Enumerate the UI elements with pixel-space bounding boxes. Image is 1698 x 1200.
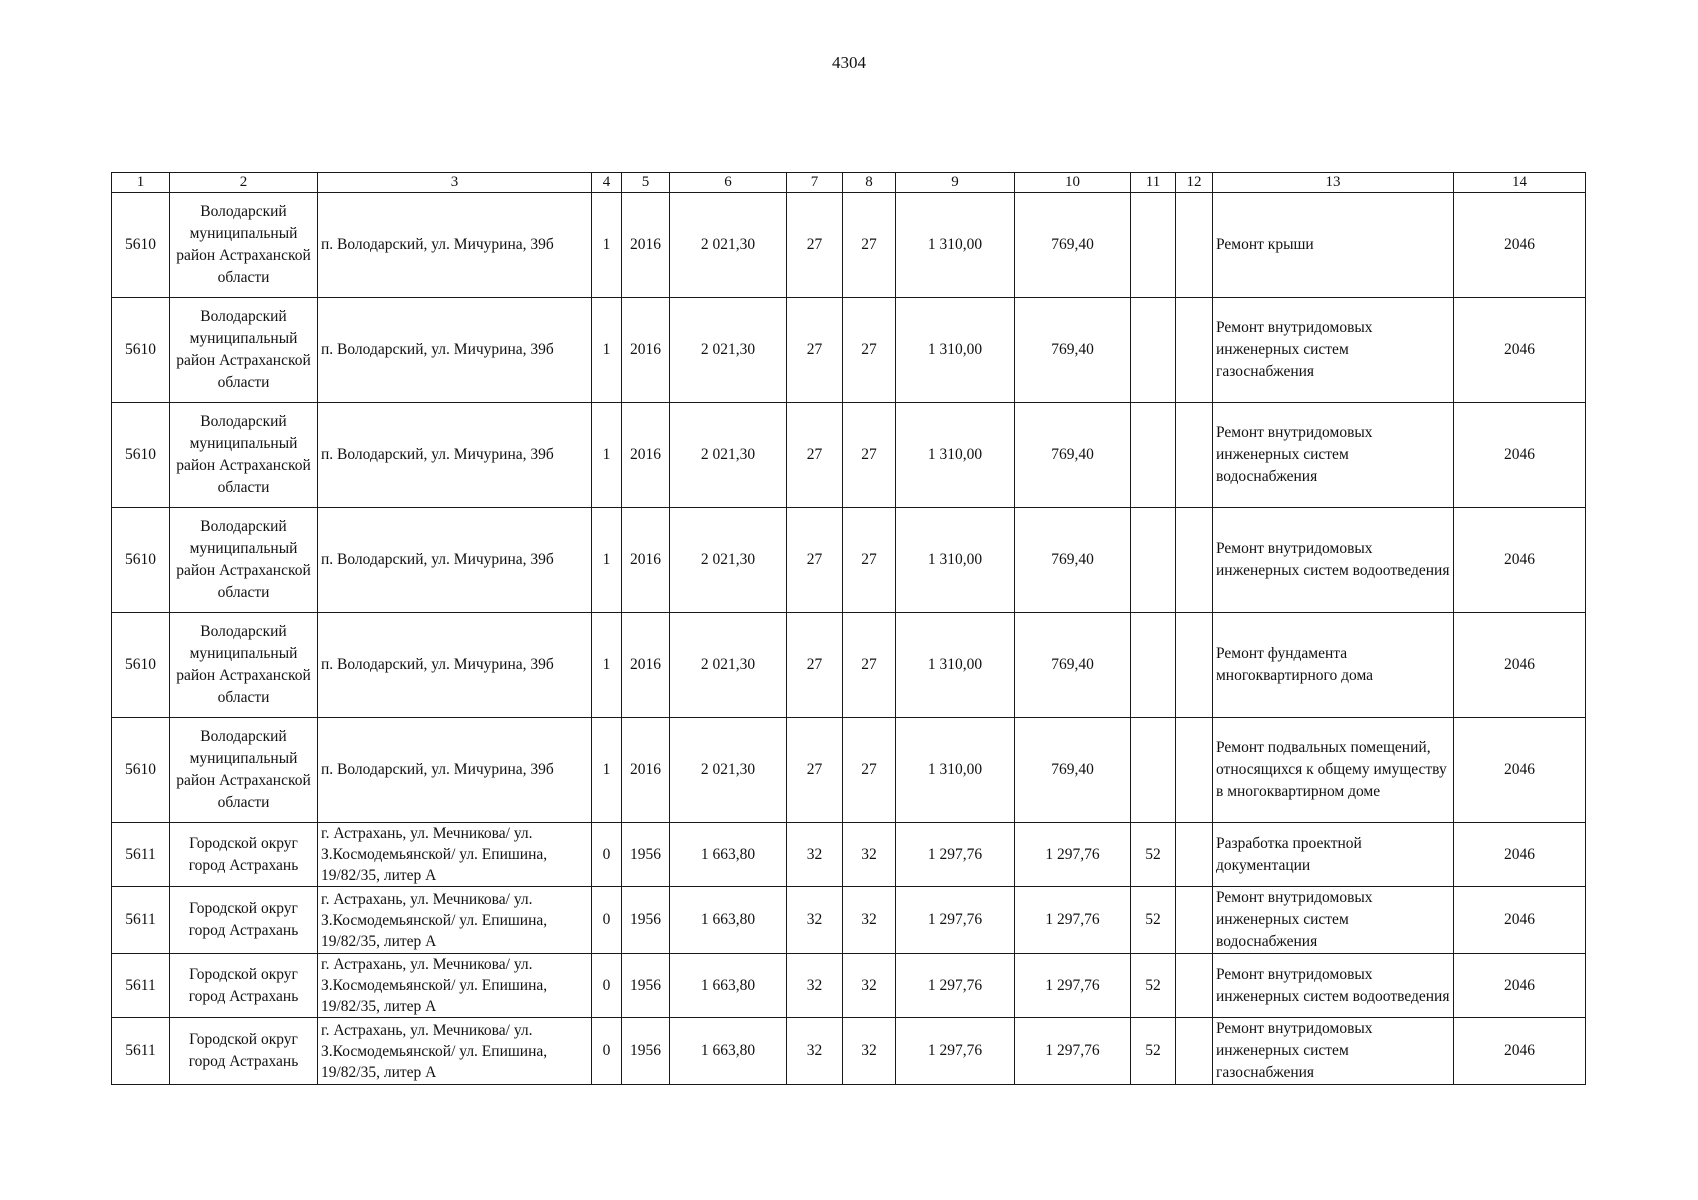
column-number: 14	[1454, 173, 1586, 193]
table-row	[112, 403, 1586, 508]
col-8-value-cell: 27	[843, 298, 896, 403]
work-type-cell: Ремонт фундамента многоквартирного дома	[1213, 613, 1454, 718]
col-11-value-cell	[1131, 298, 1176, 403]
work-type-cell: Разработка проектной документации	[1213, 823, 1454, 887]
work-type-cell: Ремонт крыши	[1213, 193, 1454, 298]
municipality-cell: Володарский муниципальный район Астраханской области	[170, 298, 318, 403]
col-7-value-cell: 32	[787, 887, 843, 954]
address-cell: п. Володарский, ул. Мичурина, 39б	[318, 613, 592, 718]
work-type-cell: Ремонт внутридомовых инженерных систем водоснабжения	[1213, 887, 1454, 954]
row-number-cell: 5611	[112, 954, 170, 1018]
col-8-value-cell: 27	[843, 718, 896, 823]
col-10-value-cell: 769,40	[1015, 298, 1131, 403]
table-row	[112, 508, 1586, 613]
col-7-value-cell: 27	[787, 508, 843, 613]
col-4-value-cell: 1	[592, 193, 622, 298]
municipality-cell: Володарский муниципальный район Астраханской области	[170, 718, 318, 823]
area-cell: 1 663,80	[670, 954, 787, 1018]
register-table	[111, 172, 1586, 1085]
col-8-value-cell: 32	[843, 1018, 896, 1085]
year-cell: 2016	[622, 298, 670, 403]
col-10-value-cell: 769,40	[1015, 403, 1131, 508]
row-number-cell: 5610	[112, 193, 170, 298]
year-cell: 2016	[622, 613, 670, 718]
address-cell: г. Астрахань, ул. Мечникова/ ул. З.Космодемьянской/ ул. Епишина, 19/82/35, литер А	[318, 823, 592, 887]
year-cell: 1956	[622, 823, 670, 887]
row-number-cell: 5610	[112, 613, 170, 718]
col-12-value-cell	[1176, 613, 1213, 718]
column-number-row	[112, 173, 1586, 193]
work-type-cell: Ремонт внутридомовых инженерных систем газоснабжения	[1213, 1018, 1454, 1085]
col-7-value-cell: 27	[787, 403, 843, 508]
col-9-value-cell: 1 297,76	[896, 887, 1015, 954]
col-4-value-cell: 1	[592, 403, 622, 508]
col-10-value-cell: 1 297,76	[1015, 1018, 1131, 1085]
work-type-cell: Ремонт внутридомовых инженерных систем водоотведения	[1213, 508, 1454, 613]
col-11-value-cell: 52	[1131, 887, 1176, 954]
column-number: 8	[843, 173, 896, 193]
col-8-value-cell: 27	[843, 193, 896, 298]
column-number: 1	[112, 173, 170, 193]
area-cell: 1 663,80	[670, 887, 787, 954]
col-10-value-cell: 1 297,76	[1015, 954, 1131, 1018]
table-row	[112, 718, 1586, 823]
col-10-value-cell: 769,40	[1015, 613, 1131, 718]
col-10-value-cell: 1 297,76	[1015, 887, 1131, 954]
address-cell: п. Володарский, ул. Мичурина, 39б	[318, 718, 592, 823]
work-type-cell: Ремонт внутридомовых инженерных систем водоотведения	[1213, 954, 1454, 1018]
address-cell: г. Астрахань, ул. Мечникова/ ул. З.Космодемьянской/ ул. Епишина, 19/82/35, литер А	[318, 887, 592, 954]
table-row	[112, 193, 1586, 298]
year-cell: 2016	[622, 718, 670, 823]
col-9-value-cell: 1 310,00	[896, 403, 1015, 508]
year-cell: 2016	[622, 193, 670, 298]
municipality-cell: Городской округ город Астрахань	[170, 823, 318, 887]
col-9-value-cell: 1 310,00	[896, 613, 1015, 718]
plan-year-cell: 2046	[1454, 823, 1586, 887]
col-11-value-cell	[1131, 403, 1176, 508]
col-12-value-cell	[1176, 193, 1213, 298]
table-row	[112, 887, 1586, 954]
col-9-value-cell: 1 297,76	[896, 954, 1015, 1018]
col-9-value-cell: 1 310,00	[896, 718, 1015, 823]
col-11-value-cell	[1131, 193, 1176, 298]
col-7-value-cell: 32	[787, 1018, 843, 1085]
col-8-value-cell: 32	[843, 954, 896, 1018]
col-8-value-cell: 27	[843, 403, 896, 508]
col-10-value-cell: 769,40	[1015, 718, 1131, 823]
col-4-value-cell: 1	[592, 718, 622, 823]
area-cell: 2 021,30	[670, 193, 787, 298]
municipality-cell: Володарский муниципальный район Астраханской области	[170, 508, 318, 613]
year-cell: 1956	[622, 954, 670, 1018]
col-10-value-cell: 769,40	[1015, 508, 1131, 613]
col-9-value-cell: 1 310,00	[896, 193, 1015, 298]
col-11-value-cell	[1131, 718, 1176, 823]
col-4-value-cell: 0	[592, 1018, 622, 1085]
area-cell: 1 663,80	[670, 1018, 787, 1085]
column-number: 5	[622, 173, 670, 193]
address-cell: г. Астрахань, ул. Мечникова/ ул. З.Космодемьянской/ ул. Епишина, 19/82/35, литер А	[318, 954, 592, 1018]
area-cell: 2 021,30	[670, 403, 787, 508]
col-4-value-cell: 0	[592, 823, 622, 887]
col-10-value-cell: 769,40	[1015, 193, 1131, 298]
column-number: 6	[670, 173, 787, 193]
col-12-value-cell	[1176, 718, 1213, 823]
table-row	[112, 1018, 1586, 1085]
plan-year-cell: 2046	[1454, 403, 1586, 508]
col-11-value-cell	[1131, 613, 1176, 718]
address-cell: г. Астрахань, ул. Мечникова/ ул. З.Космодемьянской/ ул. Епишина, 19/82/35, литер А	[318, 1018, 592, 1085]
col-7-value-cell: 32	[787, 954, 843, 1018]
page-number: 4304	[832, 53, 866, 72]
col-9-value-cell: 1 310,00	[896, 508, 1015, 613]
work-type-cell: Ремонт внутридомовых инженерных систем газоснабжения	[1213, 298, 1454, 403]
col-8-value-cell: 32	[843, 887, 896, 954]
column-number: 12	[1176, 173, 1213, 193]
plan-year-cell: 2046	[1454, 718, 1586, 823]
col-12-value-cell	[1176, 823, 1213, 887]
col-12-value-cell	[1176, 508, 1213, 613]
table-row	[112, 613, 1586, 718]
col-12-value-cell	[1176, 887, 1213, 954]
area-cell: 2 021,30	[670, 718, 787, 823]
col-10-value-cell: 1 297,76	[1015, 823, 1131, 887]
col-8-value-cell: 27	[843, 508, 896, 613]
col-11-value-cell: 52	[1131, 1018, 1176, 1085]
municipality-cell: Городской округ город Астрахань	[170, 954, 318, 1018]
col-8-value-cell: 32	[843, 823, 896, 887]
municipality-cell: Городской округ город Астрахань	[170, 1018, 318, 1085]
col-7-value-cell: 27	[787, 298, 843, 403]
col-4-value-cell: 1	[592, 508, 622, 613]
address-cell: п. Володарский, ул. Мичурина, 39б	[318, 298, 592, 403]
area-cell: 1 663,80	[670, 823, 787, 887]
row-number-cell: 5610	[112, 298, 170, 403]
plan-year-cell: 2046	[1454, 887, 1586, 954]
col-9-value-cell: 1 310,00	[896, 298, 1015, 403]
municipality-cell: Володарский муниципальный район Астраханской области	[170, 403, 318, 508]
row-number-cell: 5610	[112, 403, 170, 508]
row-number-cell: 5610	[112, 508, 170, 613]
row-number-cell: 5610	[112, 718, 170, 823]
col-12-value-cell	[1176, 954, 1213, 1018]
col-4-value-cell: 1	[592, 613, 622, 718]
row-number-cell: 5611	[112, 823, 170, 887]
column-number: 11	[1131, 173, 1176, 193]
municipality-cell: Володарский муниципальный район Астраханской области	[170, 613, 318, 718]
col-7-value-cell: 27	[787, 193, 843, 298]
plan-year-cell: 2046	[1454, 193, 1586, 298]
table-row	[112, 954, 1586, 1018]
area-cell: 2 021,30	[670, 613, 787, 718]
column-number: 2	[170, 173, 318, 193]
plan-year-cell: 2046	[1454, 298, 1586, 403]
plan-year-cell: 2046	[1454, 508, 1586, 613]
address-cell: п. Володарский, ул. Мичурина, 39б	[318, 403, 592, 508]
row-number-cell: 5611	[112, 1018, 170, 1085]
table-row	[112, 823, 1586, 887]
year-cell: 1956	[622, 1018, 670, 1085]
column-number: 7	[787, 173, 843, 193]
col-7-value-cell: 27	[787, 718, 843, 823]
col-4-value-cell: 0	[592, 887, 622, 954]
col-12-value-cell	[1176, 403, 1213, 508]
col-4-value-cell: 0	[592, 954, 622, 1018]
work-type-cell: Ремонт внутридомовых инженерных систем водоснабжения	[1213, 403, 1454, 508]
col-9-value-cell: 1 297,76	[896, 823, 1015, 887]
col-8-value-cell: 27	[843, 613, 896, 718]
column-number: 3	[318, 173, 592, 193]
column-number: 10	[1015, 173, 1131, 193]
year-cell: 1956	[622, 887, 670, 954]
column-number: 9	[896, 173, 1015, 193]
column-number: 4	[592, 173, 622, 193]
col-11-value-cell	[1131, 508, 1176, 613]
row-number-cell: 5611	[112, 887, 170, 954]
table-row	[112, 298, 1586, 403]
plan-year-cell: 2046	[1454, 613, 1586, 718]
work-type-cell: Ремонт подвальных помещений, относящихся к общему имуществу в многоквартирном доме	[1213, 718, 1454, 823]
col-12-value-cell	[1176, 298, 1213, 403]
col-7-value-cell: 27	[787, 613, 843, 718]
area-cell: 2 021,30	[670, 508, 787, 613]
col-11-value-cell: 52	[1131, 954, 1176, 1018]
plan-year-cell: 2046	[1454, 954, 1586, 1018]
municipality-cell: Городской округ город Астрахань	[170, 887, 318, 954]
col-12-value-cell	[1176, 1018, 1213, 1085]
col-4-value-cell: 1	[592, 298, 622, 403]
area-cell: 2 021,30	[670, 298, 787, 403]
year-cell: 2016	[622, 403, 670, 508]
col-11-value-cell: 52	[1131, 823, 1176, 887]
col-7-value-cell: 32	[787, 823, 843, 887]
year-cell: 2016	[622, 508, 670, 613]
column-number: 13	[1213, 173, 1454, 193]
address-cell: п. Володарский, ул. Мичурина, 39б	[318, 508, 592, 613]
address-cell: п. Володарский, ул. Мичурина, 39б	[318, 193, 592, 298]
municipality-cell: Володарский муниципальный район Астраханской области	[170, 193, 318, 298]
plan-year-cell: 2046	[1454, 1018, 1586, 1085]
col-9-value-cell: 1 297,76	[896, 1018, 1015, 1085]
